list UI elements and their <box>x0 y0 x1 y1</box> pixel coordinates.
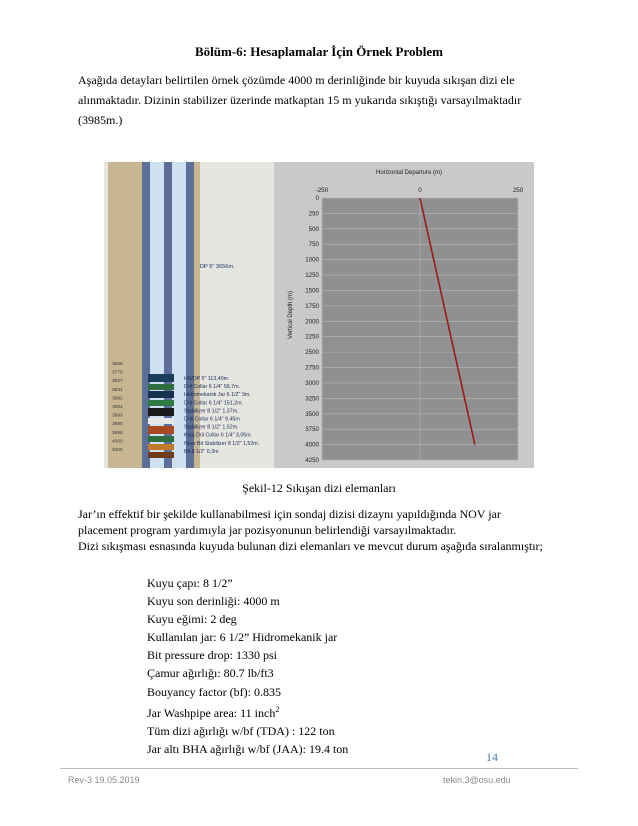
y-tick-label: 750 <box>308 241 319 249</box>
string-item-label: Near Bit Stabilizer 8 1/2" 1,52m. <box>184 440 260 447</box>
footer-revision: Rev-3 19.05.2019 <box>68 775 140 785</box>
x-tick-label: 250 <box>512 187 524 194</box>
list-item: Kuyu çapı: 8 1/2” <box>147 576 233 590</box>
y-tick-label: 3250 <box>305 395 319 403</box>
para-line: Jar’ın effektif bir şekilde kullanabilmesi için sondaj dizisi dizaynı yapıldığında NOV jar <box>78 507 501 521</box>
x-tick-label: -250 <box>315 187 329 194</box>
bha-drill-collar <box>148 418 174 424</box>
list-item: Çamur ağırlığı: 80.7 lb/ft3 <box>147 666 274 681</box>
washpipe-sup: 2 <box>275 704 280 714</box>
bha-stabilizer <box>148 426 174 434</box>
jar-paragraph <box>78 506 563 554</box>
figure-canvas <box>104 162 534 468</box>
list-item: Kuyu eğimi: 2 deg <box>147 612 237 627</box>
intro-line: alınmaktadır. Dizinin stabilizer üzerinde matkaptan 15 m yukarıda sıkıştığı varsayılmaktadır <box>78 93 522 107</box>
string-item-label: Stabilizer 8 1/2" 1,52m. <box>184 424 239 431</box>
y-tick-label: 4250 <box>305 457 319 464</box>
bha-bit <box>148 452 174 458</box>
list-item: Kuyu son derinliği: 4000 m <box>147 594 280 609</box>
x-tick-labels <box>316 187 524 194</box>
depth-label: 3982 <box>112 396 123 402</box>
y-tick-label: 3500 <box>305 410 319 418</box>
depth-label: 4000 <box>112 439 123 445</box>
list-item: Jar altı BHA ağırlığı w/bf (JAA): 19.4 ton <box>147 741 349 756</box>
page-number: 14 <box>486 750 498 764</box>
bha-drill-collar <box>148 384 174 390</box>
depth-label: 3827 <box>112 379 123 385</box>
bha-components <box>148 374 174 458</box>
y-tick-label: 2750 <box>305 364 319 372</box>
depth-label: 4000 <box>112 448 123 453</box>
string-item-label: Drill Collar 6 1/4" 9,45m <box>184 416 240 423</box>
y-tick-label: 4000 <box>305 441 319 449</box>
list-item: Bit pressure drop: 1330 psi <box>147 648 277 663</box>
string-item-label: HWDP 5" 113,40m. <box>184 376 230 382</box>
list-item: Tüm dizi ağırlığı w/bf (TDA) : 122 ton <box>147 723 335 738</box>
string-item-label: Bit 8 1/2" 0,3m <box>184 448 219 455</box>
washpipe-text: Jar Washpipe area: 11 inch <box>147 705 276 720</box>
string-item-label: Dril Collar 6 1/4" 56,7m. <box>184 384 241 391</box>
plot-title: Horizontal Departure (m) <box>375 170 443 176</box>
y-tick-label: 2250 <box>305 333 319 341</box>
y-tick-labels <box>305 195 319 464</box>
depth-label: 3993 <box>112 413 123 419</box>
depth-label: 3984 <box>112 405 123 410</box>
bha-drill-collar <box>148 400 174 406</box>
figure-drill-string <box>104 162 534 468</box>
y-tick-label: 3000 <box>305 379 319 387</box>
list-item <box>147 701 348 722</box>
y-tick-label: 2000 <box>305 318 319 326</box>
y-tick-label: 1000 <box>305 256 319 264</box>
footer-divider <box>60 768 578 769</box>
para-line: Dizi sıkışması esnasında kuyuda bulunan dizi elemanları ve mevcut durum aşağıda sıralanmıştır; <box>78 539 543 553</box>
depth-label: 3998 <box>112 430 123 436</box>
intro-line: (3985m.) <box>78 113 123 127</box>
bha-jar <box>148 391 174 398</box>
y-axis-label: Vertical Depth (m) <box>288 290 294 340</box>
depth-labels <box>112 361 123 453</box>
bha-stabilizer <box>148 408 174 416</box>
y-tick-label: 0 <box>315 195 319 202</box>
bha-hwdp <box>148 374 174 382</box>
section-title: Bölüm-6: Hesaplamalar İçin Örnek Problem <box>195 44 443 59</box>
intro-line: Aşağıda detayları belirtilen örnek çözümde 4000 m derinliğinde bir kuyuda sıkışan dizi ele <box>78 73 515 87</box>
bha-short-collar <box>148 436 174 442</box>
string-item-label: Kısa Dril Collar 6 1/4" 3,05m. <box>184 432 253 439</box>
list-item: Bouyancy factor (bf): 0.835 <box>147 684 281 699</box>
para-line: placement program yardımıyla jar pozisyonunun belirlendiği varsayılmaktadır. <box>78 523 457 537</box>
y-tick-label: 2500 <box>305 349 319 357</box>
intro-paragraph <box>78 70 563 130</box>
depth-label: 3770 <box>112 370 123 376</box>
y-tick-label: 1250 <box>305 272 319 280</box>
well-parameters-list <box>147 574 348 758</box>
y-tick-label: 500 <box>308 225 319 233</box>
bha-near-bit-stabilizer <box>148 444 174 450</box>
y-tick-label: 3750 <box>305 426 319 434</box>
list-item: Kullanılan jar: 6 1/2” Hidromekanik jar <box>147 630 338 645</box>
depth-label: 3656 <box>112 362 123 367</box>
string-item-label: Stabilizer 8 1/2" 1,37m. <box>184 408 239 415</box>
string-item-label: Hidromekanik Jar 6 1/2" 9m. <box>184 392 251 399</box>
dp-label: DP 5" 3656m. <box>200 264 235 270</box>
y-tick-label: 250 <box>308 210 319 218</box>
figure-caption: Şekil-12 Sıkışan dizi elemanları <box>242 481 396 495</box>
string-item-label: Dril Collar 6 1/4" 151,2m. <box>184 400 243 407</box>
footer-email: tekin.3@osu.edu <box>443 775 511 785</box>
y-tick-label: 1750 <box>305 302 319 310</box>
depth-label: 3995 <box>112 422 123 428</box>
y-tick-label: 1500 <box>305 287 319 295</box>
x-tick-label: 0 <box>418 187 422 194</box>
depth-label: 3831 <box>112 387 123 393</box>
